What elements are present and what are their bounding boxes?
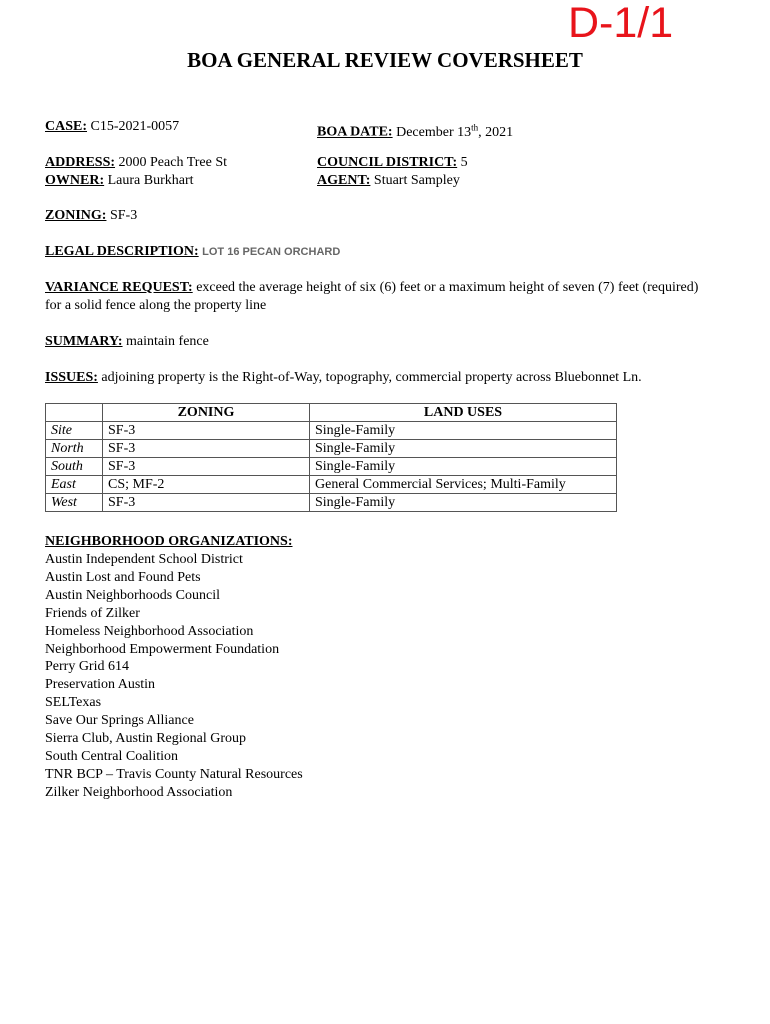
list-item: Perry Grid 614 xyxy=(45,659,129,675)
address-label: ADDRESS: xyxy=(45,155,116,170)
zoning-value: SF-3 xyxy=(109,208,138,223)
zoning-table xyxy=(45,403,617,512)
table-row xyxy=(46,422,617,440)
owner-field xyxy=(45,172,194,190)
header-land-uses: LAND USES xyxy=(310,404,617,422)
list-item: Neighborhood Empowerment Foundation xyxy=(45,641,280,657)
summary-value: maintain fence xyxy=(126,334,209,349)
zoning-table-header xyxy=(46,404,617,422)
list-item: Austin Lost and Found Pets xyxy=(45,569,201,585)
agent-label: AGENT: xyxy=(317,173,371,188)
variance-request-field xyxy=(45,279,705,315)
agent-value: Stuart Sampley xyxy=(373,173,460,188)
list-item: Zilker Neighborhood Association xyxy=(45,784,233,800)
issues-field xyxy=(45,369,642,387)
council-district-label: COUNCIL DISTRICT: xyxy=(317,155,458,170)
table-row xyxy=(46,494,617,512)
list-item: TNR BCP – Travis County Natural Resources xyxy=(45,766,303,782)
summary-field xyxy=(45,333,209,351)
case-value: C15-2021-0057 xyxy=(90,119,180,134)
owner-label: OWNER: xyxy=(45,173,105,188)
direction-cell: South xyxy=(46,458,103,476)
list-item: Save Our Springs Alliance xyxy=(45,713,194,729)
table-row xyxy=(46,458,617,476)
list-item: Friends of Zilker xyxy=(45,605,140,621)
zoning-label: ZONING: xyxy=(45,208,107,223)
land-use-cell: General Commercial Services; Multi-Family xyxy=(310,476,617,494)
direction-cell: Site xyxy=(46,422,103,440)
page-title: BOA GENERAL REVIEW COVERSHEET xyxy=(187,48,583,72)
variance-request-label: VARIANCE REQUEST: xyxy=(45,280,193,295)
direction-cell: West xyxy=(46,494,103,512)
zoning-cell: SF-3 xyxy=(103,422,310,440)
address-field xyxy=(45,154,227,172)
zoning-cell: SF-3 xyxy=(103,440,310,458)
zoning-field xyxy=(45,207,137,225)
land-use-cell: Single-Family xyxy=(310,494,617,512)
land-use-cell: Single-Family xyxy=(310,458,617,476)
direction-cell: East xyxy=(46,476,103,494)
table-row xyxy=(46,476,617,494)
boa-date-field xyxy=(317,118,513,142)
land-use-cell: Single-Family xyxy=(310,422,617,440)
list-item: Austin Neighborhoods Council xyxy=(45,587,220,603)
header-zoning: ZONING xyxy=(103,404,310,422)
zoning-cell: CS; MF-2 xyxy=(103,476,310,494)
zoning-cell: SF-3 xyxy=(103,458,310,476)
case-label: CASE: xyxy=(45,119,88,134)
list-item: Austin Independent School District xyxy=(45,552,243,567)
boa-date-label: BOA DATE: xyxy=(317,124,393,140)
council-district-field xyxy=(317,154,468,172)
list-item: SELTexas xyxy=(45,695,102,711)
agent-field xyxy=(317,172,460,190)
header-direction xyxy=(46,404,103,422)
variance-request-value: exceed the average height of six (6) feet or a maximum height of seven (7) feet (required) for a solid fence along the property line xyxy=(45,280,699,313)
zoning-cell: SF-3 xyxy=(103,494,310,512)
neighborhood-organizations-heading: NEIGHBORHOOD ORGANIZATIONS: xyxy=(45,534,293,549)
legal-description-value: LOT 16 PECAN ORCHARD xyxy=(202,246,341,258)
council-district-value: 5 xyxy=(460,155,468,170)
address-value: 2000 Peach Tree St xyxy=(118,155,228,170)
list-item: Homeless Neighborhood Association xyxy=(45,623,254,639)
table-row xyxy=(46,440,617,458)
case-stamp: D-1/1 xyxy=(568,0,674,47)
list-item: Sierra Club, Austin Regional Group xyxy=(45,731,247,747)
direction-cell: North xyxy=(46,440,103,458)
boa-date-value: December 13th, 2021 xyxy=(396,122,514,140)
owner-value: Laura Burkhart xyxy=(107,173,194,188)
case-field xyxy=(45,118,179,136)
issues-label: ISSUES: xyxy=(45,370,98,385)
issues-value: adjoining property is the Right-of-Way, topography, commercial property across Bluebonnet Ln. xyxy=(101,370,642,385)
neighborhood-organizations-list xyxy=(45,551,303,802)
list-item: Preservation Austin xyxy=(45,677,156,693)
legal-description-field xyxy=(45,243,340,261)
legal-description-label: LEGAL DESCRIPTION: xyxy=(45,244,199,259)
list-item: South Central Coalition xyxy=(45,748,178,764)
summary-label: SUMMARY: xyxy=(45,334,123,349)
land-use-cell: Single-Family xyxy=(310,440,617,458)
